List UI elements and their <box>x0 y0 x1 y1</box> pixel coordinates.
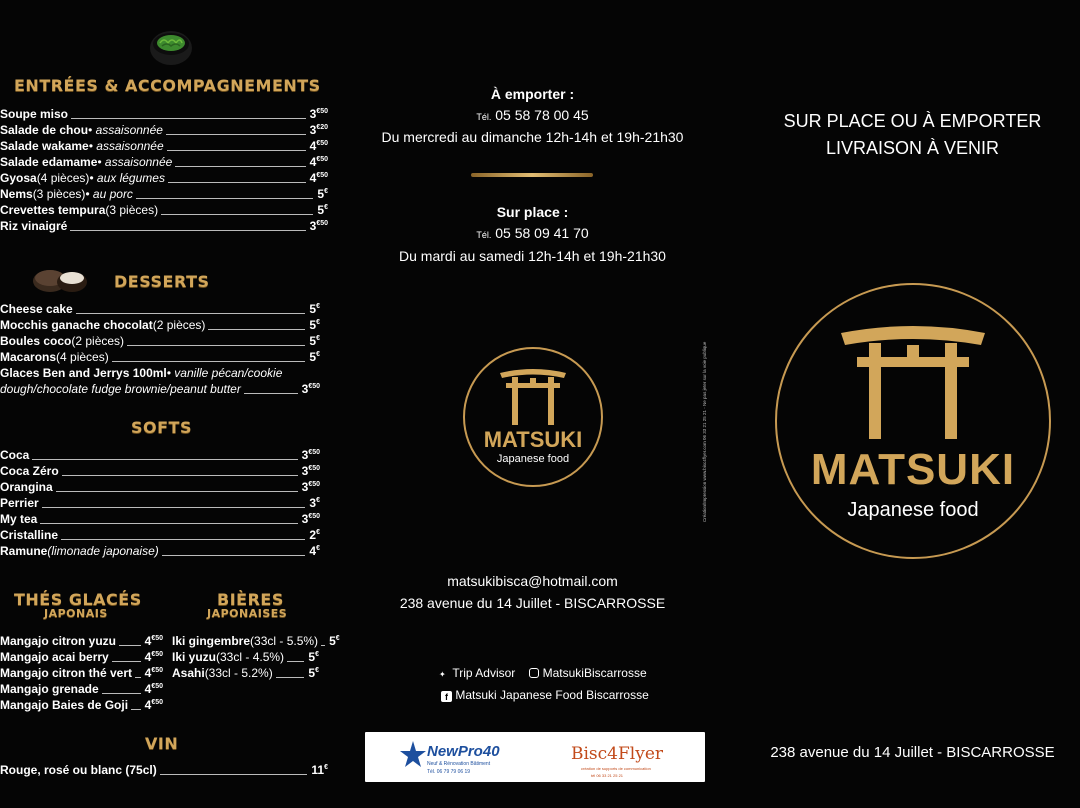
bieres-menu-row <box>172 665 319 681</box>
price-value: 3 <box>301 464 309 478</box>
tripadvisor-icon: ✦ <box>439 670 446 679</box>
item-quantity: (4 pièces) <box>56 350 109 364</box>
price-value: 4 <box>144 666 152 680</box>
price-cents: € <box>315 651 319 658</box>
logo-tagline-small: Japanese food <box>496 453 570 465</box>
item-name: Salade wakame <box>0 139 89 153</box>
bisc-name: Bisc4Flyer <box>571 744 664 764</box>
desserts-menu-row <box>0 317 320 333</box>
desserts-menu-row <box>0 349 320 365</box>
dotted-leader <box>166 134 306 135</box>
item-name: Coca Zéro <box>0 464 59 478</box>
surplace-heading: Sur place : <box>496 204 569 220</box>
price-value: 2 <box>309 528 317 542</box>
glaces-desc-2: dough/chocolate fudge brownie/peanut butter <box>0 382 241 396</box>
item-price <box>308 663 319 681</box>
bieres-menu-row <box>172 633 340 649</box>
item-name: Nems <box>0 187 33 201</box>
newpro-sub: Neuf & Rénovation Bâtiment <box>427 761 491 767</box>
sponsor-strip <box>365 732 705 782</box>
price-value: 4 <box>144 698 152 712</box>
softs-menu-row <box>0 495 320 511</box>
thes-menu-row <box>0 633 163 649</box>
info-panel <box>335 0 730 808</box>
item-name: Macarons <box>0 350 57 364</box>
item-quantity: (33cl - 4.5%) <box>216 650 285 664</box>
menu-panel <box>0 0 340 808</box>
item-quantity: (2 pièces) <box>152 318 206 332</box>
item-price <box>310 216 328 234</box>
price-cents: € <box>316 545 320 552</box>
thes-menu-row <box>0 649 163 665</box>
item-name: Mocchis ganache chocolat <box>0 318 153 332</box>
item-name: Iki gingembre <box>172 634 251 648</box>
price-value: 4 <box>144 650 152 664</box>
price-value: 4 <box>309 544 317 558</box>
item-quantity: (33cl - 5.2%) <box>204 666 273 680</box>
dotted-leader <box>208 329 305 330</box>
dotted-leader <box>61 539 305 540</box>
vin-menu-row <box>0 762 328 778</box>
price-value: 3 <box>301 448 309 462</box>
emporter-heading: À emporter : <box>490 86 575 102</box>
bieres-title: BIÈRES <box>217 590 284 609</box>
vin-title: VIN <box>145 734 179 753</box>
logo-name-small: MATSUKI <box>483 427 583 452</box>
price-value: 4 <box>309 171 317 185</box>
price-cents: € <box>324 764 328 771</box>
dotted-leader <box>42 507 306 508</box>
item-name: Mangajo citron thé vert <box>0 666 133 680</box>
item-name: Mangajo citron yuzu <box>0 634 117 648</box>
item-name: Salade de chou <box>0 123 89 137</box>
price-cents: €50 <box>308 465 320 472</box>
price-value: 3 <box>301 512 309 526</box>
contact-address: 238 avenue du 14 Juillet - BISCARROSSE <box>399 595 666 611</box>
dotted-leader <box>71 118 306 119</box>
item-name: Perrier <box>0 496 39 510</box>
price-value: 5 <box>308 666 316 680</box>
price-cents: €50 <box>151 635 163 642</box>
price-cents: €20 <box>316 124 328 131</box>
dotted-leader <box>168 182 306 183</box>
thes-subtitle: JAPONAIS <box>44 607 108 620</box>
logo-tagline-large: Japanese food <box>847 499 979 521</box>
item-quantity: (33cl - 5.5%) <box>250 634 319 648</box>
desserts-menu-row <box>0 301 320 317</box>
surplace-hours: Du mardi au samedi 12h-14h et 19h-21h30 <box>399 248 666 264</box>
price-cents: € <box>316 351 320 358</box>
thes-menu-row <box>0 681 163 697</box>
newpro-tel: Tél. 06 79 79 06 19 <box>427 769 471 775</box>
item-price <box>311 760 328 778</box>
item-name: Mangajo acai berry <box>0 650 109 664</box>
dotted-leader <box>175 166 305 167</box>
price-value: 3 <box>309 123 317 137</box>
matsuki-logo-large <box>775 283 1051 559</box>
matsuki-logo-small <box>463 347 603 487</box>
gold-divider <box>471 173 593 177</box>
softs-menu-row <box>0 447 320 463</box>
entrees-menu-row <box>0 170 328 186</box>
item-name: Mangajo Baies de Goji <box>0 698 129 712</box>
price-value: 5 <box>317 187 325 201</box>
newpro-name: NewPro40 <box>427 743 500 760</box>
item-name: Salade edamame <box>0 155 98 169</box>
item-quantity: (3 pièces) <box>105 203 159 217</box>
dotted-leader <box>112 661 141 662</box>
glaces-desc-1: • vanille pécan/cookie <box>166 366 283 380</box>
price-cents: €50 <box>316 108 328 115</box>
price-cents: € <box>315 667 319 674</box>
entrees-menu-row <box>0 186 328 202</box>
entrees-title: ENTRÉES & ACCOMPAGNEMENTS <box>14 76 321 95</box>
dotted-leader <box>56 491 298 492</box>
price-cents: €50 <box>316 156 328 163</box>
item-description: • assaisonnée <box>97 155 173 169</box>
item-name: Mangajo grenade <box>0 682 99 696</box>
dotted-leader <box>119 645 141 646</box>
dotted-leader <box>136 198 313 199</box>
emporter-hours: Du mercredi au dimanche 12h-14h et 19h-21h30 <box>381 129 684 145</box>
dotted-leader <box>70 230 305 231</box>
item-description: • assaisonnée <box>88 139 164 153</box>
price-value: 5 <box>308 650 316 664</box>
dotted-leader <box>321 645 325 646</box>
price-value: 4 <box>309 155 317 169</box>
price-value: 3 <box>309 496 317 510</box>
thes-menu-row <box>0 665 163 681</box>
item-name: Crevettes tempura <box>0 203 106 217</box>
softs-menu-row <box>0 479 320 495</box>
bieres-menu-row <box>172 649 319 665</box>
price-cents: €50 <box>151 699 163 706</box>
entrees-menu-row <box>0 154 328 170</box>
price-value: 5 <box>329 634 336 648</box>
glaces-price: $3^{€50}$ <box>301 382 320 396</box>
softs-menu-row <box>0 543 320 559</box>
emporter-phone: Tél. 05 58 78 00 45 <box>476 107 589 123</box>
item-name: Coca <box>0 448 30 462</box>
item-description: • aux légumes <box>89 171 165 185</box>
entrees-menu-row <box>0 122 328 138</box>
facebook-icon: f <box>441 691 452 702</box>
softs-menu-row <box>0 527 320 543</box>
social-row <box>439 666 647 680</box>
torii-gate-icon <box>839 323 987 439</box>
glaces-row-2 <box>0 381 320 397</box>
dotted-leader <box>162 555 306 556</box>
item-quantity: (2 pièces) <box>71 334 125 348</box>
seaweed-salad-bowl-image <box>148 28 194 68</box>
softs-title: SOFTS <box>131 418 192 437</box>
price-value: 5 <box>309 318 317 332</box>
item-name: Soupe miso <box>0 107 69 121</box>
price-cents: €50 <box>316 140 328 147</box>
entrees-menu-row <box>0 138 328 154</box>
price-cents: € <box>316 497 320 504</box>
item-price <box>309 541 320 559</box>
vertical-print-credit: Création/Impression www.bisc4flyer.com 06 33 21 25 21 - Ne pas jeter sur la voie publique <box>702 341 707 522</box>
dotted-leader <box>102 693 141 694</box>
cover-address: 238 avenue du 14 Juillet - BISCARROSSE <box>770 744 1055 761</box>
price-cents: €50 <box>308 513 320 520</box>
bisc-sub: création de supports de communication <box>581 766 651 771</box>
item-name: My tea <box>0 512 38 526</box>
price-cents: €50 <box>308 449 320 456</box>
softs-menu-row <box>0 511 320 527</box>
price-value: 5 <box>309 302 317 316</box>
item-description: • assaisonnée <box>88 123 163 137</box>
item-price <box>145 695 163 713</box>
newpro-star-logo <box>399 740 427 768</box>
bieres-subtitle: JAPONAISES <box>207 607 288 620</box>
price-cents: €50 <box>151 667 163 674</box>
dotted-leader <box>287 661 304 662</box>
dotted-leader <box>131 709 141 710</box>
entrees-menu-row <box>0 202 328 218</box>
dotted-leader <box>276 677 305 678</box>
item-price <box>309 347 320 365</box>
item-quantity: (3 pièces) <box>32 187 86 201</box>
item-description: (limonade japonaise) <box>47 544 159 558</box>
item-name: Cristalline <box>0 528 59 542</box>
contact-email[interactable]: matsukibisca@hotmail.com <box>447 573 618 589</box>
thes-menu-row <box>0 697 163 713</box>
dotted-leader <box>40 523 297 524</box>
item-name: Iki yuzu <box>172 650 217 664</box>
price-value: 3 <box>301 480 309 494</box>
desserts-menu-row <box>0 333 320 349</box>
cover-panel <box>730 0 1080 808</box>
price-value: 4 <box>309 139 317 153</box>
softs-menu-row <box>0 463 320 479</box>
price-cents: € <box>324 188 328 195</box>
tripadvisor-link[interactable]: ✦ Trip Advisor <box>439 666 516 680</box>
logo-name-large: MATSUKI <box>810 445 1016 494</box>
torii-gate-icon <box>498 367 568 425</box>
facebook-link[interactable]: f Matsuki Japanese Food Biscarrosse <box>441 688 649 702</box>
item-name: Riz vinaigré <box>0 219 68 233</box>
bisc-tel: tél 06 33 21 25 21 <box>591 773 624 778</box>
entrees-menu-row <box>0 106 328 122</box>
item-name: Cheese cake <box>0 302 73 316</box>
price-cents: €50 <box>151 683 163 690</box>
dotted-leader <box>161 214 313 215</box>
dotted-leader <box>76 313 306 314</box>
price-cents: € <box>316 529 320 536</box>
dotted-leader <box>62 475 298 476</box>
price-cents: € <box>316 335 320 342</box>
item-name: Rouge, rosé ou blanc (75cl) <box>0 763 157 777</box>
entrees-menu-row <box>0 218 328 234</box>
item-name: Gyosa <box>0 171 37 185</box>
item-name: Boules coco <box>0 334 72 348</box>
cover-line-1: SUR PLACE OU À EMPORTER <box>783 111 1042 131</box>
instagram-icon <box>529 668 539 678</box>
mochi-dessert-image <box>30 266 90 294</box>
surplace-phone: Tél. 05 58 09 41 70 <box>476 225 589 241</box>
price-cents: €50 <box>316 172 328 179</box>
dotted-leader <box>127 345 305 346</box>
price-cents: € <box>324 204 328 211</box>
price-cents: € <box>335 635 340 642</box>
price-cents: €50 <box>308 481 320 488</box>
cover-line-2: LIVRAISON À VENIR <box>825 138 1000 158</box>
dotted-leader <box>160 774 308 775</box>
price-value: 5 <box>317 203 325 217</box>
price-cents: € <box>316 319 320 326</box>
price-value: 3 <box>309 107 317 121</box>
item-name: Orangina <box>0 480 53 494</box>
desserts-title: DESSERTS <box>114 272 210 291</box>
price-value: 5 <box>309 350 317 364</box>
price-cents: € <box>316 303 320 310</box>
price-value: 4 <box>144 634 152 648</box>
instagram-link[interactable]: MatsukiBiscarrosse <box>529 666 646 680</box>
dotted-leader <box>244 393 298 394</box>
glaces-name: Glaces Ben and Jerrys 100ml <box>0 366 167 380</box>
item-quantity: (4 pièces) <box>36 171 90 185</box>
glaces-row-1 <box>0 365 320 381</box>
price-value: 3 <box>309 219 317 233</box>
price-cents: €50 <box>316 220 328 227</box>
item-name: Asahi <box>172 666 205 680</box>
item-name: Ramune <box>0 544 48 558</box>
dotted-leader <box>167 150 306 151</box>
price-cents: €50 <box>151 651 163 658</box>
dotted-leader <box>32 459 297 460</box>
price-value: 11 <box>311 763 325 777</box>
dotted-leader <box>112 361 306 362</box>
price-value: 4 <box>144 682 152 696</box>
item-description: • au porc <box>85 187 133 201</box>
thes-title: THÉS GLACÉS <box>14 590 142 609</box>
price-value: 5 <box>309 334 317 348</box>
dotted-leader <box>135 677 141 678</box>
